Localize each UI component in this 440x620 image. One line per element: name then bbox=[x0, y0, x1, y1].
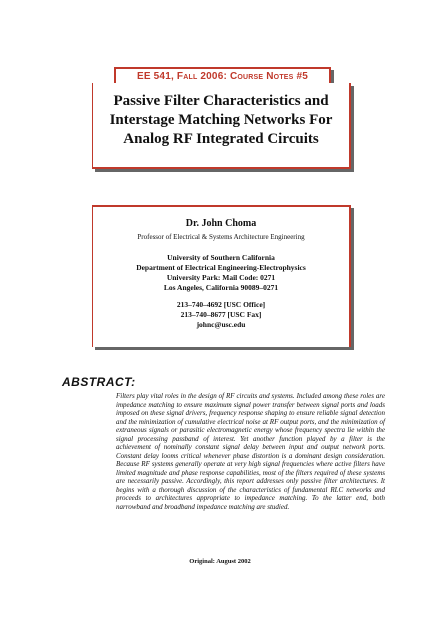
original-date: Original: August 2002 bbox=[189, 558, 251, 565]
contact-office-phone: 213–740–4692 [USC Office] bbox=[176, 300, 266, 309]
title-line-1: Passive Filter Characteristics and bbox=[113, 93, 329, 109]
author-box bbox=[92, 205, 351, 347]
title-box bbox=[92, 83, 351, 169]
abstract-body: Filters play vital roles in the design of RF circuits and systems. Included among these roles are impedance matching to ensure maximum signal power transfer between signal ports and loads imposed on these signal drivers, frequency response shaping to ensure reliable signal detection and the minimization of cumulative electrical noise at RF output ports, and the minimization of extraneous signals or parasitic electromagnetic energy whose frequency spectra lie within the signal processing passband of interest. Yet another function played by a filter is the achievement of nominally constant signal delay between input and output network ports. Constant delay looms critical whenever phase distortion is a dominant design consideration. Because RF systems generally operate at very high signal frequencies where active filters have limited magnitude and phase response capabilities, most of the filters required of these systems are necessarily passive. Accordingly, this report addresses only passive filter architectures. It begins with a thorough discussion of the characteristics of fundamental RLC networks and proceeds to architectures appropriate to impedance matching. To the latter end, both narrowband and broadband impedance matching are studied. bbox=[116, 392, 385, 511]
author-affiliation bbox=[93, 253, 349, 293]
affiliation-line-4: Los Angeles, California 90089–0271 bbox=[163, 283, 279, 292]
contact-fax: 213–740–8677 [USC Fax] bbox=[180, 310, 262, 319]
affiliation-line-3: University Park: Mail Code: 0271 bbox=[166, 273, 276, 282]
affiliation-line-2: Department of Electrical Engineering-Electrophysics bbox=[136, 263, 306, 272]
document-title bbox=[93, 92, 349, 149]
author-position: Professor of Electrical & Systems Architecture Engineering bbox=[137, 233, 305, 241]
author-name: Dr. John Choma bbox=[185, 218, 257, 229]
affiliation-line-1: University of Southern California bbox=[167, 253, 275, 262]
course-header-text: EE 541, Fall 2006: Course Notes #5 bbox=[136, 70, 309, 82]
title-line-2: Interstage Matching Networks For bbox=[109, 112, 333, 128]
title-line-3: Analog RF Integrated Circuits bbox=[123, 131, 319, 147]
author-contact bbox=[93, 300, 349, 330]
abstract-heading: ABSTRACT: bbox=[62, 375, 136, 389]
contact-email: johnc@usc.edu bbox=[196, 320, 246, 329]
